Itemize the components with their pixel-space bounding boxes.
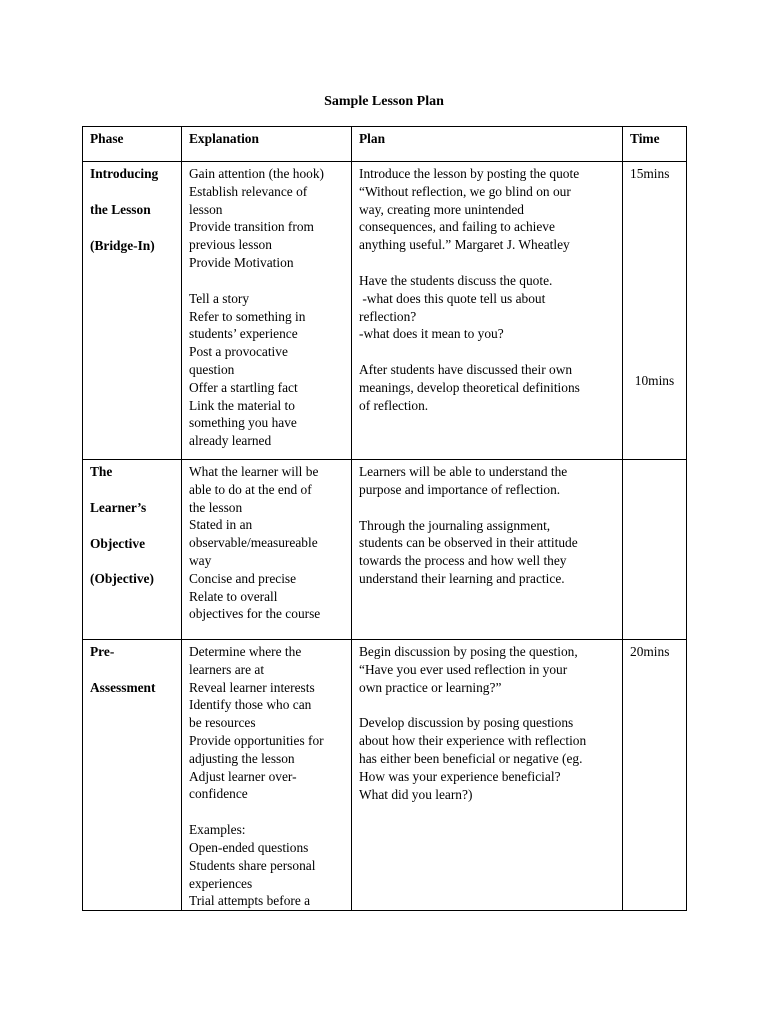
explanation-line: adjusting the lesson xyxy=(189,750,295,766)
explanation-line: experiences xyxy=(189,875,253,891)
phase-line: Pre- xyxy=(90,644,115,659)
explanation-line: Provide transition from xyxy=(189,219,314,235)
time-value: 15mins xyxy=(630,166,670,181)
time-cell xyxy=(623,460,687,640)
explanation-line: Provide opportunities for xyxy=(189,732,324,748)
plan-line: Have the students discuss the quote. xyxy=(359,272,553,288)
explanation-line: Gain attention (the hook) xyxy=(189,166,324,181)
time-cell xyxy=(623,162,687,460)
spacer xyxy=(359,343,616,361)
time-value: 20mins xyxy=(630,644,670,659)
plan-line: “Have you ever used reflection in your xyxy=(359,661,568,677)
explanation-line: lesson xyxy=(189,201,223,217)
explanation-cell xyxy=(182,640,352,911)
plan-line: has either been beneficial or negative (eg. xyxy=(359,750,583,766)
plan-line: Through the journaling assignment, xyxy=(359,517,551,533)
explanation-line: Identify those who can xyxy=(189,697,312,713)
spacer xyxy=(189,272,345,290)
plan-line: After students have discussed their own xyxy=(359,362,573,378)
phase-line: Objective xyxy=(90,535,146,551)
explanation-line: already learned xyxy=(189,433,272,449)
plan-line: -what does this quote tell us about xyxy=(359,290,546,306)
phase-cell xyxy=(83,162,182,460)
explanation-line: Refer to something in xyxy=(189,308,306,324)
phase-line: the Lesson xyxy=(90,201,151,217)
plan-line: way, creating more unintended xyxy=(359,201,524,217)
explanation-line: observable/measureable xyxy=(189,535,318,551)
explanation-line: Open-ended questions xyxy=(189,839,309,855)
explanation-line: students’ experience xyxy=(189,326,298,342)
explanation-line: something you have xyxy=(189,415,297,431)
plan-line: towards the process and how well they xyxy=(359,553,567,569)
plan-line: consequences, and failing to achieve xyxy=(359,219,555,235)
explanation-line: the lesson xyxy=(189,499,243,515)
plan-line: of reflection. xyxy=(359,397,429,413)
plan-line: purpose and importance of reflection. xyxy=(359,481,561,497)
explanation-line: Students share personal xyxy=(189,857,316,873)
explanation-line: Examples: xyxy=(189,822,246,838)
explanation-line: Tell a story xyxy=(189,290,250,306)
header-explanation: Explanation xyxy=(182,127,352,162)
plan-line: Learners will be able to understand the xyxy=(359,464,568,479)
explanation-line: able to do at the end of xyxy=(189,481,312,497)
phase-line: (Objective) xyxy=(90,571,154,587)
plan-line: students can be observed in their attitude xyxy=(359,535,578,551)
explanation-line: learners are at xyxy=(189,661,265,677)
plan-line: How was your experience beneficial? xyxy=(359,768,561,784)
table-row xyxy=(83,460,687,640)
header-plan: Plan xyxy=(352,127,623,162)
phase-line: Introducing xyxy=(90,166,159,181)
plan-cell xyxy=(352,460,623,640)
explanation-line: objectives for the course xyxy=(189,606,321,622)
explanation-line: previous lesson xyxy=(189,237,272,253)
explanation-line: Establish relevance of xyxy=(189,183,308,199)
table-header-row xyxy=(83,127,687,162)
spacer xyxy=(359,499,616,517)
explanation-line: What the learner will be xyxy=(189,464,319,479)
explanation-line: be resources xyxy=(189,715,256,731)
plan-line: own practice or learning?” xyxy=(359,679,502,695)
spacer xyxy=(359,254,616,272)
explanation-line: Post a provocative xyxy=(189,344,288,360)
plan-line: Introduce the lesson by posting the quote xyxy=(359,166,580,181)
plan-line: reflection? xyxy=(359,308,417,324)
explanation-line: confidence xyxy=(189,786,248,802)
plan-line: anything useful.” Margaret J. Wheatley xyxy=(359,237,570,253)
plan-line: What did you learn?) xyxy=(359,786,473,802)
plan-line: Begin discussion by posing the question, xyxy=(359,644,578,659)
table-row xyxy=(83,640,687,911)
explanation-line: question xyxy=(189,361,235,377)
plan-cell xyxy=(352,162,623,460)
phase-cell xyxy=(83,460,182,640)
phase-line: Learner’s xyxy=(90,499,147,515)
explanation-line: Adjust learner over- xyxy=(189,768,297,784)
time-cell xyxy=(623,640,687,911)
phase-line: (Bridge-In) xyxy=(90,237,155,253)
explanation-line: Relate to overall xyxy=(189,588,278,604)
table-row xyxy=(83,162,687,460)
document-title: Sample Lesson Plan xyxy=(324,94,444,109)
plan-line: about how their experience with reflection xyxy=(359,733,587,749)
explanation-line: Reveal learner interests xyxy=(189,679,315,695)
explanation-line: Trial attempts before a xyxy=(189,893,311,909)
explanation-line: Determine where the xyxy=(189,644,302,659)
plan-cell xyxy=(352,640,623,911)
phase-line: Assessment xyxy=(90,679,156,695)
spacer xyxy=(189,803,345,821)
explanation-line: way xyxy=(189,552,212,568)
plan-line: understand their learning and practice. xyxy=(359,570,565,586)
explanation-line: Link the material to xyxy=(189,397,295,413)
explanation-line: Stated in an xyxy=(189,517,253,533)
time-value: 10mins xyxy=(634,373,675,388)
plan-line: Develop discussion by posing questions xyxy=(359,715,574,731)
plan-line: meanings, develop theoretical definitions xyxy=(359,379,580,395)
explanation-cell xyxy=(182,162,352,460)
header-time: Time xyxy=(623,127,687,162)
explanation-line: Concise and precise xyxy=(189,570,297,586)
plan-line: “Without reflection, we go blind on our xyxy=(359,183,571,199)
phase-line: The xyxy=(90,464,113,479)
explanation-line: Offer a startling fact xyxy=(189,379,298,395)
explanation-cell xyxy=(182,460,352,640)
header-phase: Phase xyxy=(83,127,182,162)
explanation-line: Provide Motivation xyxy=(189,254,294,270)
spacer xyxy=(359,696,616,714)
phase-cell xyxy=(83,640,182,911)
plan-line: -what does it mean to you? xyxy=(359,326,504,342)
lesson-plan-table xyxy=(82,126,687,911)
